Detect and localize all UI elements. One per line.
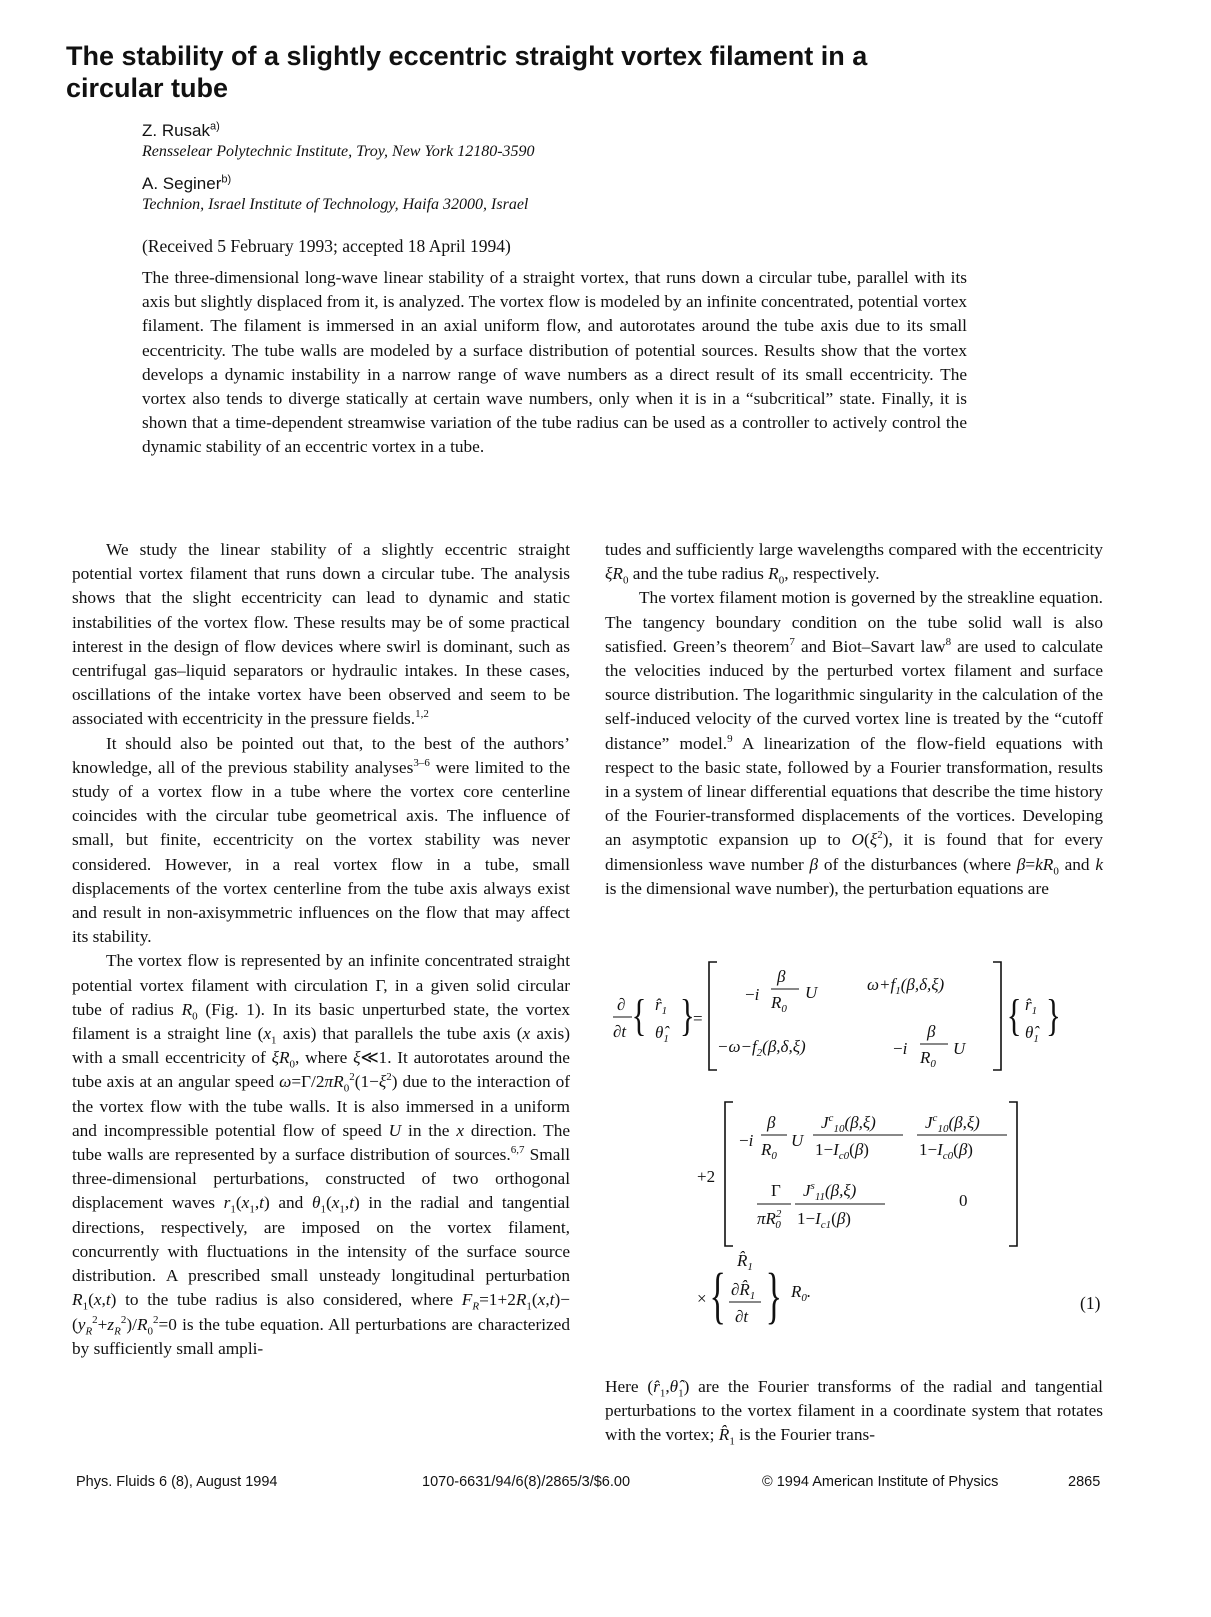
svg-text:θ̂1: $\thetâ_1$ <box>1025 1023 1039 1045</box>
svg-text:ω+f1(β,δ,ξ): $\omega+f_1(\beta,\delta,\xi)$ <box>867 975 945 997</box>
svg-text:∂R̂1: $\partial R̂_1$ <box>731 1280 756 1302</box>
svg-text:Jc10(β,ξ): $J^c_{10}(\beta,\xi)$ <box>925 1112 980 1135</box>
svg-text:Γ: Γ <box>771 1181 781 1200</box>
svg-text:−i: −i <box>739 1131 754 1150</box>
svg-text:}: } <box>765 1260 782 1330</box>
svg-text:{: { <box>709 1260 726 1330</box>
svg-text:}: } <box>679 991 695 1041</box>
svg-text:Js11(β,ξ): $J^s_{11}(\beta,\xi)$ <box>803 1180 857 1203</box>
svg-text:U: U <box>805 983 818 1002</box>
author-2-name: A. Seginer$^{b)}$ <box>142 173 232 193</box>
left-column <box>72 538 570 1361</box>
svg-text:β: β <box>767 1113 776 1132</box>
svg-text:0: 0 <box>959 1191 968 1210</box>
svg-text:R0: $R_0$ <box>920 1048 936 1070</box>
svg-text:∂t: ∂t <box>613 1022 627 1041</box>
author-2-affiliation: Technion, Israel Institute of Technology, Haifa 32000, Israel <box>142 196 529 213</box>
paragraph-method: The vortex filament motion is governed by the streakline equation. The tangency boundary condition on the tube solid wall is also satisfied. Green’s theorem$^7$ and Biot–Savart law$^8$ are used to calculate the velocities induced by the perturbed vortex filament and surface source distribution. The logarithmic singularity in the calculation of the self-induced velocity of the curved vortex line is treated by the “cutoff distance” model.$^9$ A linearization of the flow-field equations with respect to the basic state, followed by a Fourier transformation, results in a system of linear differential equations that describe the time history of the Fourier-transformed displacements of the vortices. Developing an asymptotic expansion up to $O(\xi^2)$, it is found that for every dimensionless wave number β of the disturbances (where $\beta=kR_0$ and k is the dimensional wave number), the perturbation equations are <box>605 588 1103 898</box>
svg-text:R̂1: $R̂_1$ <box>737 1251 753 1273</box>
author-1-affiliation: Rensselear Polytechnic Institute, Troy, New York 12180-3590 <box>142 143 535 160</box>
svg-text:Jc10(β,ξ): $J^c_{10}(\beta,\xi)$ <box>821 1112 876 1135</box>
svg-text:1−Ic0(β): $1-I_{c0}(\beta)$ <box>919 1140 973 1162</box>
equation-1-graphic <box>605 950 1105 1370</box>
svg-text:β: β <box>777 967 786 986</box>
svg-text:1−Ic0(β): $1-I_{c0}(\beta)$ <box>815 1140 869 1162</box>
svg-text:r̂1: $r̂_1$ <box>1025 995 1038 1017</box>
paragraph-after-equation: Here $(r̂_1,\thetâ_1)$ are the Fourier transforms of the radial and tangential perturbations to the vortex filament in a coordinate system that rotates with the vortex; $R̂_1$ is the Fourier trans- <box>605 1377 1103 1448</box>
svg-text:}: } <box>1046 991 1061 1041</box>
abstract: The three-dimensional long-wave linear stability of a straight vortex, that runs down a circular tube, parallel with its axis but slightly displaced from it, is analyzed. The vortex flow is modeled by an infinite concentrated, potential vortex filament. The filament is immersed in an axial uniform flow, and autorotates around the tube axis due to its small eccentricity. The tube walls are modeled by a surface distribution of potential sources. Results show that the vortex develops a dynamic instability in a narrow range of wave numbers as a direct result of its small eccentricity. The vortex also tends to diverge statically at certain wave numbers, only when it is in a “subcritical” state. Finally, it is shown that a time-dependent streamwise variation of the tube radius can be used as a controller to actively control the dynamic stability of an eccentric vortex in a tube. <box>142 268 967 457</box>
paragraph-model: The vortex flow is represented by an infinite concentrated straight potential vortex filament with circulation Γ, in a given solid circular tube of radius $R_0$ (Fig. 1). In its basic unperturbed state, the vortex filament is a straight line ($x_1$ axis) that parallels the tube axis (x axis) with a small eccentricity of $\xi R_0$, where ξ≪1. It autorotates around the tube axis at an angular speed $\omega=\Gamma/2\pi R_0^2(1-\xi^2)$ due to the interaction of the vortex flow with the tube walls. It is also immersed in a uniform and incompressible potential flow of speed U in the x direction. The tube walls are represented by a surface distribution of sources.$^{6,7}$ Small three-dimensional perturbations, constructed of two orthogonal displacement waves $r_1(x_1,t)$ and $\theta_1(x_1,t)$ in the radial and tangential directions, respectively, are imposed on the vortex filament, concurrently with fluctuations in the intensity of the surface source distribution. A prescribed small unsteady longitudinal perturbation $R_1(x,t)$ to the tube radius is also considered, where $F_R=1+2R_1(x,t)-(y_R^2+z_R^2)/R_0^2=0$ is the tube equation. All perturbations are characterized by sufficiently small ampli- <box>72 951 571 1358</box>
svg-text:=: = <box>693 1009 703 1028</box>
footer-copyright: © 1994 American Institute of Physics <box>762 1474 999 1490</box>
footer-code: 1070-6631/94/6(8)/2865/3/$6.00 <box>422 1474 631 1490</box>
paragraph-previous-work: It should also be pointed out that, to the best of the authors’ knowledge, all of the previous stability analyses$^{3-6}$ were limited to the study of a vortex flow in a tube where the vortex core centerline coincides with the circular tube geometrical axis. The influence of small, but finite, eccentricity on the vortex stability was never considered. However, in a real vortex flow in a tube, small displacements of the vortex centerline from the tube axis always exist and result in non-axisymmetric influences on the flow that may affect its stability. <box>72 733 570 947</box>
svg-text:U: U <box>953 1039 966 1058</box>
svg-text:1−Ic1(β): $1-I_{c1}(\beta)$ <box>797 1209 851 1231</box>
paper-title: The stability of a slightly eccentric straight vortex filament in a circular tube <box>66 41 868 103</box>
footer-journal: Phys. Fluids 6 (8), August 1994 <box>76 1474 278 1490</box>
footer-page-number: 2865 <box>1068 1474 1101 1490</box>
received-dates: (Received 5 February 1993; accepted 18 April 1994) <box>142 236 511 256</box>
equation-1 <box>605 950 1105 1370</box>
svg-text:r̂1: $r̂_1$ <box>655 995 668 1017</box>
paragraph-continued: tudes and sufficiently large wavelengths compared with the eccentricity $\xi R_0$ and the tube radius $R_0$, respectively. <box>605 540 1103 587</box>
svg-text:U: U <box>791 1131 804 1150</box>
svg-text:β: β <box>927 1022 936 1041</box>
svg-text:−i: −i <box>893 1039 908 1058</box>
svg-text:∂t: ∂t <box>735 1307 749 1326</box>
svg-text:R0.: $R_0$. <box>791 1282 812 1304</box>
svg-text:R0: $R_0$ <box>761 1140 777 1162</box>
svg-text:−ω−f2(β,δ,ξ): $-\omega-f_2(\beta,\delta,\xi)$ <box>717 1037 806 1059</box>
svg-text:{: { <box>1006 991 1022 1041</box>
svg-text:πR20: $\pi R^2$ 0 <box>757 1208 782 1231</box>
equation-1-number: (1) <box>1080 1293 1101 1313</box>
author-1-name: Z. Rusak$^{a)}$ <box>142 120 220 140</box>
svg-text:{: { <box>631 991 647 1041</box>
svg-text:+2: +2 <box>697 1167 716 1186</box>
svg-text:−i: −i <box>745 985 760 1004</box>
svg-text:θ̂1: $\thetâ_1$ <box>655 1023 669 1045</box>
svg-text:∂: ∂ <box>617 995 626 1014</box>
svg-text:×: × <box>697 1289 707 1308</box>
right-column <box>605 538 1103 901</box>
svg-text:R0: $R_0$ <box>771 993 787 1015</box>
paragraph-intro: We study the linear stability of a slightly eccentric straight potential vortex filament that runs down a circular tube. The analysis shows that the slight eccentricity can lead to dynamic and static instabilities of the vortex flow. These results may be of some practical interest in the design of flow devices where swirl is dominant, such as centrifugal gas–liquid separators or hydraulic intakes. In these cases, oscillations of the intake vortex have been observed and seem to be associated with eccentricity in the pressure fields.$^{1,2}$ <box>72 540 570 729</box>
